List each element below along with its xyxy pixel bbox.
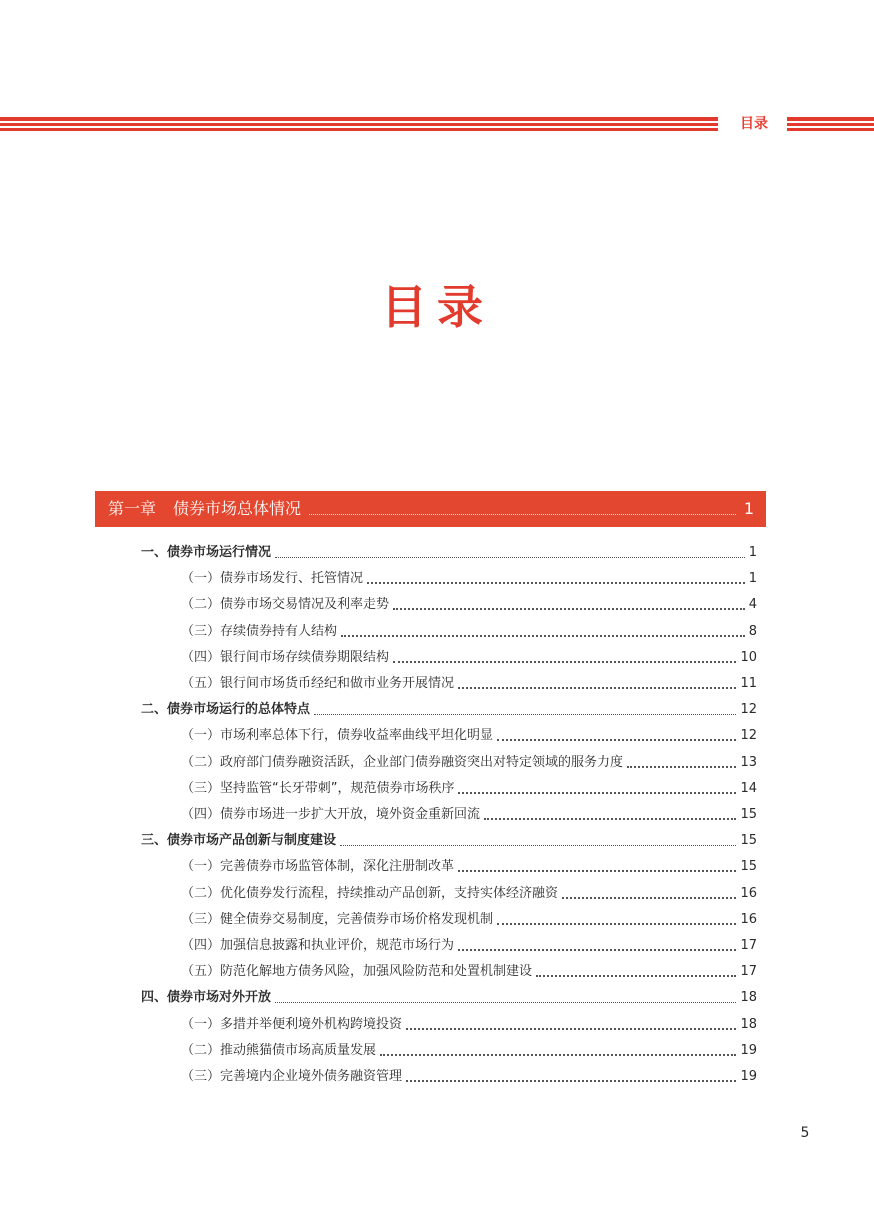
toc-entry-page: 19 [740,1069,757,1084]
page-title: 目录 [381,280,493,334]
toc-section-entry[interactable] [141,693,757,719]
toc-entry-page: 16 [740,885,757,901]
toc-leader-dots [458,868,736,872]
toc-leader-dots [484,816,736,820]
toc-entry-title: 二、债券市场运行的总体特点 [141,702,311,718]
toc-leader-dots [393,659,736,663]
toc-entry-title: （三）健全债券交易制度，完善债券市场价格发现机制 [181,911,494,927]
toc-entry-page: 17 [740,938,757,953]
toc-entry-page: 15 [740,833,757,849]
toc-entry-title: （四）加强信息披露和执业评价，规范市场行为 [181,938,455,953]
header-rule-left [0,117,718,132]
toc-leader-dots [497,921,736,925]
toc-leader-dots [275,1000,736,1003]
toc-entry-title: （二）优化债券发行流程，持续推动产品创新，支持实体经济融资 [181,885,559,901]
toc-leader-dots [458,790,736,794]
toc-leader-dots [393,606,745,610]
toc-entry-title: （四）债券市场进一步扩大开放，境外资金重新回流 [181,807,481,822]
toc-leader-dots [458,947,736,951]
toc-entry-title: （三）完善境内企业境外债务融资管理 [181,1069,403,1084]
toc-subsection-entry[interactable] [181,903,757,929]
toc-subsection-entry[interactable] [181,1034,757,1060]
toc-subsection-entry[interactable] [181,615,757,641]
toc-entry-page: 15 [740,859,757,875]
toc-leader-dots [458,685,736,689]
toc-entry-page: 17 [740,964,757,980]
toc-entry-page: 12 [740,702,757,718]
toc-entry-title: 四、债券市场对外开放 [141,990,272,1006]
toc-entry-page: 18 [740,1016,757,1032]
toc-subsection-entry[interactable] [181,588,757,614]
toc-leader-dots [562,895,736,899]
toc-leader-dots [380,1052,736,1056]
toc-entry-title: （一）市场利率总体下行，债券收益率曲线平坦化明显 [181,728,494,744]
chapter-title: 债券市场总体情况 [173,499,302,518]
toc-entry-title: （二）推动熊猫债市场高质量发展 [181,1042,377,1058]
toc-subsection-entry[interactable] [181,798,757,824]
toc-entry-title: （四）银行间市场存续债券期限结构 [181,649,390,665]
toc-subsection-entry[interactable] [181,850,757,876]
page-number: 5 [800,1125,810,1141]
toc-entry-page: 11 [740,676,757,691]
toc-subsection-entry[interactable] [181,1060,757,1086]
toc-subsection-entry[interactable] [181,562,757,588]
toc-entry-page: 1 [748,571,757,587]
toc-subsection-entry[interactable] [181,1008,757,1034]
toc-entry-page: 4 [748,597,757,613]
toc-section-entry[interactable] [141,981,757,1007]
toc-subsection-entry[interactable] [181,719,757,745]
toc-subsection-entry[interactable] [181,929,757,955]
toc-leader-dots [627,764,736,768]
toc-entry-title: 三、债券市场产品创新与制度建设 [141,833,337,849]
toc-entry-title: （一）债券市场发行、托管情况 [181,571,364,587]
toc-entry-title: （一）完善债券市场监管体制，深化注册制改革 [181,859,455,875]
toc-entry-page: 12 [740,728,757,744]
header-rule-right [787,117,874,132]
toc-entry-page: 18 [740,990,757,1006]
toc-subsection-entry[interactable] [181,955,757,981]
toc-entry-title: （五）银行间市场货币经纪和做市业务开展情况 [181,676,455,691]
toc-leader-dots [406,1026,736,1030]
toc-section-entry[interactable] [141,536,757,562]
toc-leader-dots [340,843,736,846]
toc-leader-dots [314,712,736,715]
toc-leader-dots [536,973,736,977]
header-section-label: 目录 [740,116,768,132]
toc-entry-title: （三）坚持监管“长牙带刺”，规范债券市场秩序 [181,780,455,796]
toc-section-entry[interactable] [141,824,757,850]
toc-subsection-entry[interactable] [181,667,757,693]
toc-entry-page: 8 [748,623,757,639]
toc-subsection-entry[interactable] [181,772,757,798]
toc-subsection-entry[interactable] [181,877,757,903]
toc-entry-page: 16 [740,911,757,927]
toc-entry-title: 一、债券市场运行情况 [141,545,272,560]
toc-entry-title: （二）政府部门债券融资活跃，企业部门债券融资突出对特定领域的服务力度 [181,754,624,770]
toc-entry-page: 13 [740,754,757,770]
toc-leader-dots [275,555,745,558]
toc-subsection-entry[interactable] [181,746,757,772]
toc-entry-title: （二）债券市场交易情况及利率走势 [181,597,390,613]
chapter-heading[interactable] [95,491,766,527]
toc-leader-dots [497,737,736,741]
toc-entry-title: （三）存续债券持有人结构 [181,623,338,639]
toc-entry-page: 19 [740,1042,757,1058]
chapter-number: 第一章 [108,499,157,518]
toc-leader-dots [367,580,745,584]
toc-entry-title: （一）多措并举便利境外机构跨境投资 [181,1016,403,1032]
toc-leader-dots [341,633,745,637]
toc-entry-page: 15 [740,807,757,822]
toc-entry-page: 1 [748,545,757,560]
chapter-leader-dots [309,512,736,515]
toc-leader-dots [406,1078,736,1082]
toc-entry-page: 14 [740,780,757,796]
toc-entry-page: 10 [740,649,757,665]
toc-subsection-entry[interactable] [181,641,757,667]
chapter-page: 1 [743,499,754,518]
toc-entry-title: （五）防范化解地方债务风险，加强风险防范和处置机制建设 [181,964,533,980]
page-header [0,0,874,140]
